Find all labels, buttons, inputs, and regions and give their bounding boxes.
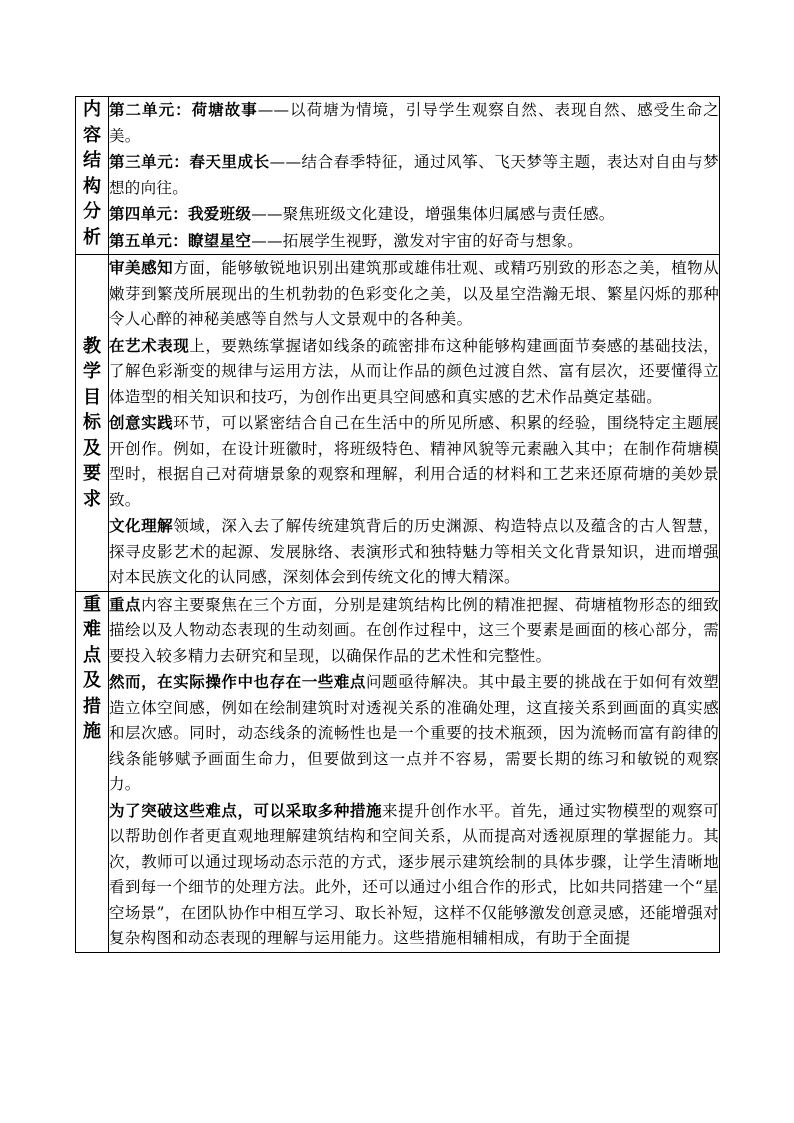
paragraph: 然而，在实际操作中也存在一些难点问题亟待解决。其中最主要的挑战在于如何有效塑造立体空间感，例如在绘制建筑时对透视关系的准确处理，这直接关系到画面的真实感和层次感。同时，动态线条的流畅性也是一个重要的技术瓶颈，因为流畅而富有韵律的线条能够赋予画面生命力，但要做到这一点并不容易，需要长期的练习和敏锐的观察力。 — [109, 672, 719, 793]
paragraph: 创意实践环节，可以紧密结合自己在生活中的所见所感、积累的经验，围绕特定主题展开创作。例如，在设计班徽时，将班级特色、精神风貌等元素融入其中；在制作荷塘模型时，根据自己对荷塘景象的观察和理解，利用合适的材料和工艺来还原荷塘的美妙景致。 — [109, 413, 720, 509]
table-row — [76, 591, 720, 952]
lesson-plan-table — [75, 96, 720, 953]
paragraph: 第二单元：荷塘故事——以荷塘为情境，引导学生观察自然、表现自然、感受生命之美。 — [109, 100, 719, 145]
row-label-objectives: 教 学 目 标 及 要 求 — [76, 255, 109, 592]
paragraph: 第四单元：我爱班级——聚焦班级文化建设，增强集体归属感与责任感。 — [109, 204, 615, 223]
paragraph: 第五单元：瞭望星空——拓展学生视野，激发对宇宙的好奇与想象。 — [109, 230, 584, 250]
row-content-structure — [109, 97, 720, 255]
paragraph: 重点内容主要聚焦在三个方面，分别是建筑结构比例的精准把握、荷塘植物形态的细致描绘以及人物动态表现的生动刻画。在创作过程中，这三个要素是画面的核心部分，需要投入较多精力去研究和呈现，以确保作品的艺术性和完整性。 — [109, 594, 719, 665]
row-content-objectives — [109, 255, 720, 592]
table-row — [76, 255, 720, 592]
paragraph: 为了突破这些难点，可以采取多种措施来提升创作水平。首先，通过实物模型的观察可以帮助创作者更直观地理解建筑结构和空间关系，从而提高对透视原理的掌握能力。其次，教师可以通过现场动态示范的方式，逐步展示建筑绘制的具体步骤，让学生清晰地看到每一个细节的处理方法。此外，还可以通过小组合作的形式，比如共同搭建一个“星空场景”，在团队协作中相互学习、取长补短，这样不仅能够激发创意灵感，还能增强对复杂构图和动态表现的理解与运用能力。这些措施相辅相成，有助于全面提 — [109, 800, 719, 947]
paragraph: 审美感知方面，能够敏锐地识别出建筑那或雄伟壮观、或精巧别致的形态之美，植物从嫩芽到繁茂所展现出的生机勃勃的色彩变化之美，以及星空浩瀚无垠、繁星闪烁的那种令人心醉的神秘美感等自然与人文景观中的各种美。 — [109, 258, 720, 328]
paragraph: 第三单元：春天里成长——结合春季特征，通过风筝、飞天梦等主题，表达对自由与梦想的向往。 — [109, 152, 719, 197]
table-row — [76, 97, 720, 255]
row-label-keypoints: 重 难 点 及 措 施 — [76, 591, 109, 952]
row-label-structure: 内 容 结 构 分 析 — [76, 97, 109, 255]
row-content-keypoints — [109, 591, 720, 952]
paragraph: 在艺术表现上，要熟练掌握诸如线条的疏密排布这种能够构建画面节奏感的基础技法，了解色彩渐变的规律与运用方法，从而让作品的颜色过渡自然、富有层次，还要懂得立体造型的相关知识和技巧，为创作出更具空间感和真实感的艺术作品奠定基础。 — [109, 335, 719, 406]
paragraph: 文化理解领域，深入去了解传统建筑背后的历史渊源、构造特点以及蕴含的古人智慧，探寻皮影艺术的起源、发展脉络、表演形式和独特魅力等相关文化背景知识，进而增强对本民族文化的认同感，深刻体会到传统文化的博大精深。 — [109, 516, 720, 586]
